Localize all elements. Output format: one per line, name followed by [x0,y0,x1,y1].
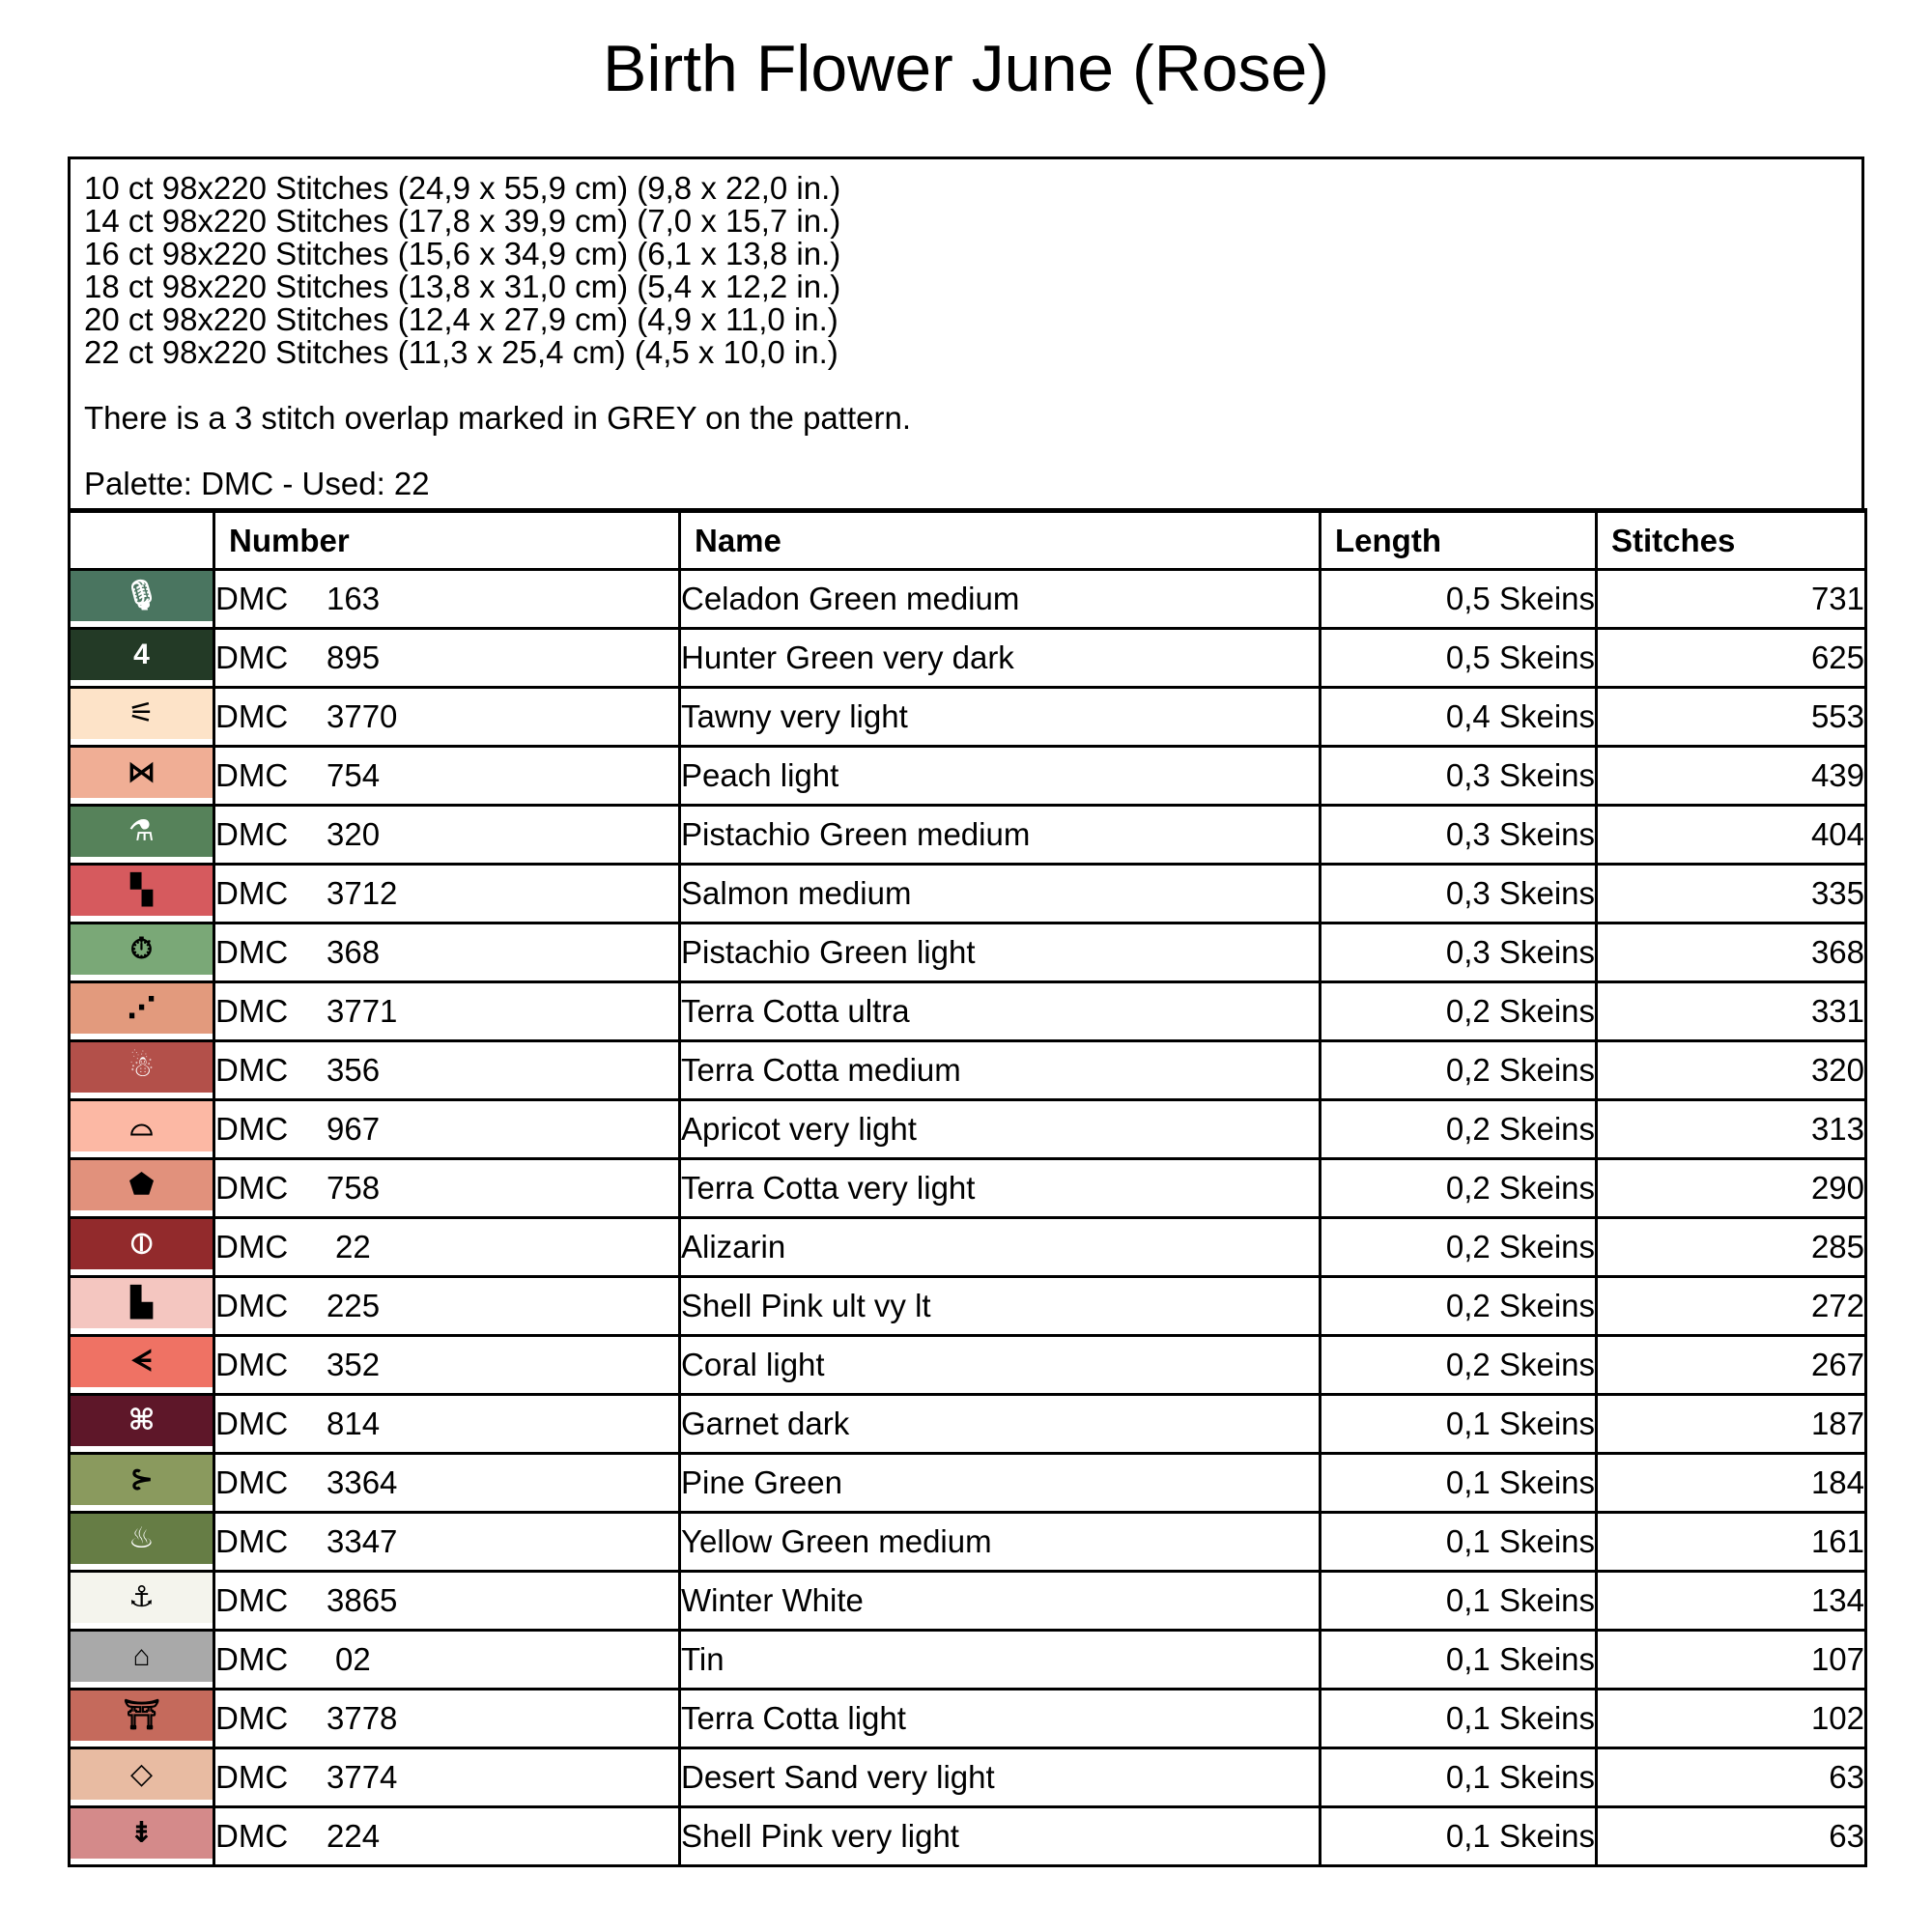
thread-number-cell [214,1100,680,1159]
thread-code: 3364 [327,1464,398,1500]
thread-name-cell: Desert Sand very light [680,1748,1321,1807]
table-row [70,1807,1866,1866]
thread-brand: DMC [215,698,289,734]
color-swatch-symbol-icon: 4 [71,630,213,680]
color-swatch-cell [70,1454,214,1513]
thread-name-cell: Pine Green [680,1454,1321,1513]
color-swatch-cell [70,1690,214,1748]
color-swatch-symbol-icon: ⛩ [71,1690,213,1741]
thread-stitches-cell: 267 [1597,1336,1866,1395]
thread-length-cell: 0,5 Skeins [1321,629,1597,688]
color-swatch-symbol-icon: ⚓ [71,1573,213,1623]
thread-name-cell: Shell Pink ult vy lt [680,1277,1321,1336]
color-swatch-cell [70,1041,214,1100]
table-row [70,806,1866,865]
thread-stitches-cell: 187 [1597,1395,1866,1454]
thread-brand: DMC [215,1700,289,1736]
thread-code: 22 [335,1229,371,1264]
table-row [70,1748,1866,1807]
color-swatch-symbol-icon: ⏱ [71,924,213,975]
header-number: Number [214,511,680,570]
color-swatch-cell [70,1395,214,1454]
color-swatch-cell [70,1277,214,1336]
color-swatch-symbol-icon: ☃ [71,1042,213,1093]
thread-number-cell [214,1336,680,1395]
thread-length-cell: 0,2 Skeins [1321,1277,1597,1336]
table-row [70,1631,1866,1690]
thread-length-cell: 0,4 Skeins [1321,688,1597,747]
thread-code: 3865 [327,1582,398,1618]
thread-length-cell: 0,2 Skeins [1321,1218,1597,1277]
thread-length-cell: 0,2 Skeins [1321,1159,1597,1218]
thread-code: 352 [327,1347,381,1382]
thread-brand: DMC [215,1347,289,1382]
color-swatch-symbol-icon: ⚗ [71,807,213,857]
header-stitches: Stitches [1597,511,1866,570]
thread-code: 224 [327,1818,381,1854]
thread-stitches-cell: 331 [1597,982,1866,1041]
thread-stitches-cell: 285 [1597,1218,1866,1277]
thread-number-cell [214,1277,680,1336]
thread-length-cell: 0,3 Skeins [1321,747,1597,806]
thread-stitches-cell: 107 [1597,1631,1866,1690]
thread-number-cell [214,1159,680,1218]
table-row [70,982,1866,1041]
thread-name-cell: Terra Cotta ultra [680,982,1321,1041]
thread-length-cell: 0,3 Skeins [1321,923,1597,982]
thread-stitches-cell: 272 [1597,1277,1866,1336]
thread-stitches-cell: 63 [1597,1807,1866,1866]
color-swatch-symbol-icon: ⌓ [71,1101,213,1151]
table-row [70,923,1866,982]
thread-name-cell: Celadon Green medium [680,570,1321,629]
thread-brand: DMC [215,934,289,970]
thread-name-cell: Terra Cotta light [680,1690,1321,1748]
color-swatch-cell [70,1807,214,1866]
thread-name-cell: Terra Cotta very light [680,1159,1321,1218]
color-swatch-cell [70,1159,214,1218]
thread-name-cell: Pistachio Green light [680,923,1321,982]
thread-number-cell [214,865,680,923]
thread-code: 814 [327,1406,381,1441]
thread-length-cell: 0,2 Skeins [1321,982,1597,1041]
thread-number-cell [214,1748,680,1807]
thread-brand: DMC [215,1170,289,1206]
info-box [68,156,1864,508]
color-swatch-symbol-icon: 🎙 [71,571,213,621]
thread-brand: DMC [215,1523,289,1559]
table-row [70,1572,1866,1631]
size-line: 20 ct 98x220 Stitches (12,4 x 27,9 cm) (4,9 x 11,0 in.) [84,301,838,337]
page-title: Birth Flower June (Rose) [602,32,1330,105]
color-swatch-cell [70,688,214,747]
thread-stitches-cell: 313 [1597,1100,1866,1159]
size-list [84,172,1848,369]
thread-brand: DMC [215,1759,289,1795]
thread-name-cell: Tawny very light [680,688,1321,747]
color-swatch-cell [70,1336,214,1395]
table-header-row [70,511,1866,570]
thread-number-cell [214,982,680,1041]
table-row [70,1159,1866,1218]
thread-stitches-cell: 102 [1597,1690,1866,1748]
thread-number-cell [214,1513,680,1572]
thread-length-cell: 0,2 Skeins [1321,1100,1597,1159]
thread-number-cell [214,1690,680,1748]
thread-stitches-cell: 320 [1597,1041,1866,1100]
thread-code: 225 [327,1288,381,1323]
thread-name-cell: Salmon medium [680,865,1321,923]
thread-brand: DMC [215,639,289,675]
thread-name-cell: Alizarin [680,1218,1321,1277]
header-name: Name [680,511,1321,570]
thread-length-cell: 0,1 Skeins [1321,1454,1597,1513]
table-row [70,747,1866,806]
table-row [70,1395,1866,1454]
color-swatch-symbol-icon: ⋈ [71,748,213,798]
color-swatch-cell [70,806,214,865]
thread-name-cell: Hunter Green very dark [680,629,1321,688]
thread-stitches-cell: 63 [1597,1748,1866,1807]
color-swatch-cell [70,747,214,806]
color-swatch-symbol-icon: ᗕ [71,1337,213,1387]
color-swatch-symbol-icon: ⌂ [71,1632,213,1682]
thread-stitches-cell: 439 [1597,747,1866,806]
thread-number-cell [214,629,680,688]
thread-length-cell: 0,1 Skeins [1321,1690,1597,1748]
color-swatch-cell [70,982,214,1041]
color-swatch-symbol-icon: ◇ [71,1749,213,1800]
thread-length-cell: 0,2 Skeins [1321,1336,1597,1395]
thread-stitches-cell: 731 [1597,570,1866,629]
thread-code: 967 [327,1111,381,1147]
thread-name-cell: Pistachio Green medium [680,806,1321,865]
thread-code: 356 [327,1052,381,1088]
thread-number-cell [214,923,680,982]
size-line: 22 ct 98x220 Stitches (11,3 x 25,4 cm) (4,5 x 10,0 in.) [84,334,838,370]
thread-stitches-cell: 134 [1597,1572,1866,1631]
thread-length-cell: 0,5 Skeins [1321,570,1597,629]
color-swatch-cell [70,629,214,688]
table-row [70,1513,1866,1572]
color-swatch-symbol-icon: ⬟ [71,1160,213,1210]
thread-stitches-cell: 161 [1597,1513,1866,1572]
color-swatch-cell [70,1572,214,1631]
table-row [70,1041,1866,1100]
table-row [70,570,1866,629]
thread-name-cell: Peach light [680,747,1321,806]
thread-code: 754 [327,757,381,793]
table-row [70,688,1866,747]
thread-brand: DMC [215,581,289,616]
thread-code: 163 [327,581,381,616]
thread-code: 3712 [327,875,398,911]
palette-summary: Palette: DMC - Used: 22 [84,466,430,501]
thread-brand: DMC [215,1229,289,1264]
thread-stitches-cell: 335 [1597,865,1866,923]
thread-brand: DMC [215,1818,289,1854]
thread-name-cell: Garnet dark [680,1395,1321,1454]
thread-number-cell [214,1807,680,1866]
thread-number-cell [214,1631,680,1690]
color-swatch-cell [70,1513,214,1572]
thread-name-cell: Shell Pink very light [680,1807,1321,1866]
thread-length-cell: 0,1 Skeins [1321,1395,1597,1454]
thread-code: 3347 [327,1523,398,1559]
size-line: 14 ct 98x220 Stitches (17,8 x 39,9 cm) (7,0 x 15,7 in.) [84,203,841,239]
color-swatch-symbol-icon: ⋰ [71,983,213,1034]
thread-code: 3774 [327,1759,398,1795]
thread-brand: DMC [215,1406,289,1441]
color-swatch-symbol-icon: ⌘ [71,1396,213,1446]
thread-number-cell [214,1454,680,1513]
thread-length-cell: 0,2 Skeins [1321,1041,1597,1100]
table-row [70,1100,1866,1159]
size-line: 16 ct 98x220 Stitches (15,6 x 34,9 cm) (6,1 x 13,8 in.) [84,236,841,271]
thread-brand: DMC [215,1582,289,1618]
color-swatch-cell [70,1100,214,1159]
thread-number-cell [214,1041,680,1100]
thread-name-cell: Apricot very light [680,1100,1321,1159]
thread-length-cell: 0,3 Skeins [1321,865,1597,923]
color-swatch-symbol-icon: ⚟ [71,689,213,739]
thread-code: 3778 [327,1700,398,1736]
thread-table [68,508,1867,1867]
color-swatch-cell [70,1748,214,1807]
color-swatch-symbol-icon: ⦶ [71,1219,213,1269]
thread-number-cell [214,1395,680,1454]
table-row [70,1336,1866,1395]
thread-length-cell: 0,1 Skeins [1321,1807,1597,1866]
table-row [70,1218,1866,1277]
size-line: 18 ct 98x220 Stitches (13,8 x 31,0 cm) (5,4 x 12,2 in.) [84,269,841,304]
overlap-note: There is a 3 stitch overlap marked in GREY on the pattern. [84,400,911,436]
thread-brand: DMC [215,1288,289,1323]
thread-name-cell: Coral light [680,1336,1321,1395]
thread-brand: DMC [215,757,289,793]
thread-code: 3770 [327,698,398,734]
thread-code: 758 [327,1170,381,1206]
thread-length-cell: 0,1 Skeins [1321,1572,1597,1631]
table-row [70,1454,1866,1513]
thread-brand: DMC [215,1111,289,1147]
thread-brand: DMC [215,875,289,911]
thread-name-cell: Tin [680,1631,1321,1690]
color-swatch-cell [70,865,214,923]
header-length: Length [1321,511,1597,570]
thread-length-cell: 0,3 Skeins [1321,806,1597,865]
thread-code: 368 [327,934,381,970]
color-swatch-symbol-icon: ⇟ [71,1808,213,1859]
table-row [70,1690,1866,1748]
thread-code: 02 [335,1641,371,1677]
thread-number-cell [214,570,680,629]
thread-brand: DMC [215,816,289,852]
table-row [70,1277,1866,1336]
color-swatch-symbol-icon: ⊱ [71,1455,213,1505]
thread-number-cell [214,806,680,865]
color-swatch-symbol-icon: ▚ [71,866,213,916]
thread-number-cell [214,1218,680,1277]
thread-brand: DMC [215,993,289,1029]
header-swatch [70,511,214,570]
thread-code: 895 [327,639,381,675]
thread-length-cell: 0,1 Skeins [1321,1748,1597,1807]
table-row [70,865,1866,923]
thread-length-cell: 0,1 Skeins [1321,1513,1597,1572]
thread-name-cell: Yellow Green medium [680,1513,1321,1572]
thread-number-cell [214,688,680,747]
thread-stitches-cell: 368 [1597,923,1866,982]
thread-code: 3771 [327,993,398,1029]
thread-code: 320 [327,816,381,852]
thread-number-cell [214,747,680,806]
thread-name-cell: Terra Cotta medium [680,1041,1321,1100]
thread-length-cell: 0,1 Skeins [1321,1631,1597,1690]
table-row [70,629,1866,688]
thread-stitches-cell: 404 [1597,806,1866,865]
size-line: 10 ct 98x220 Stitches (24,9 x 55,9 cm) (9,8 x 22,0 in.) [84,170,841,206]
color-swatch-symbol-icon: ▙ [71,1278,213,1328]
thread-stitches-cell: 553 [1597,688,1866,747]
thread-name-cell: Winter White [680,1572,1321,1631]
thread-brand: DMC [215,1641,289,1677]
color-swatch-cell [70,1218,214,1277]
color-swatch-cell [70,923,214,982]
color-swatch-cell [70,1631,214,1690]
thread-stitches-cell: 625 [1597,629,1866,688]
thread-stitches-cell: 184 [1597,1454,1866,1513]
color-swatch-symbol-icon: ♨ [71,1514,213,1564]
thread-stitches-cell: 290 [1597,1159,1866,1218]
thread-brand: DMC [215,1464,289,1500]
thread-brand: DMC [215,1052,289,1088]
thread-number-cell [214,1572,680,1631]
color-swatch-cell [70,570,214,629]
